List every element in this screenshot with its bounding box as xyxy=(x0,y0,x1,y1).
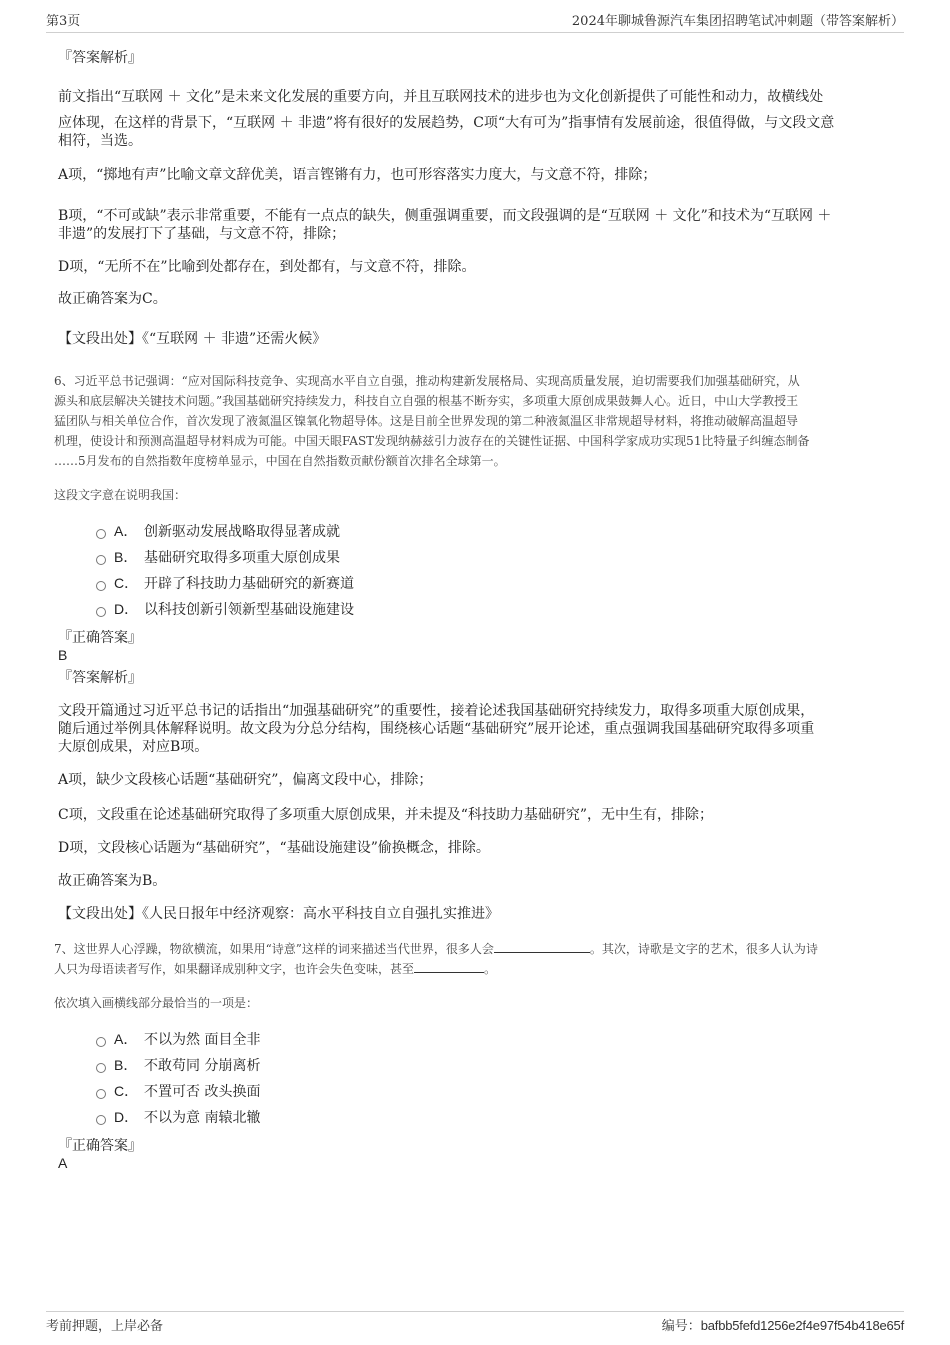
option-text: 创新驱动发展战略取得显著成就 xyxy=(144,524,340,540)
analysis-title: 『答案解析』 xyxy=(58,670,142,686)
answer-title: 『正确答案』 xyxy=(58,630,142,646)
option-text: 不置可否 改头换面 xyxy=(144,1084,261,1100)
option-c[interactable] xyxy=(96,573,354,593)
conclusion: 故正确答案为C。 xyxy=(58,291,167,307)
option-text: 不以为然 面目全非 xyxy=(144,1032,261,1048)
option-b[interactable] xyxy=(96,1055,260,1075)
question-prompt: 这段文字意在说明我国： xyxy=(54,488,187,502)
analysis-line: 文段开篇通过习近平总书记的话指出“加强基础研究”的重要性，接着论述我国基础研究持续发力，取得多项重大原创成果， xyxy=(58,703,815,719)
fill-blank-2[interactable] xyxy=(414,960,484,973)
option-text: 不以为意 南辕北辙 xyxy=(144,1110,261,1126)
stem-text: 。其次，诗歌是文字的艺术，很多人认为诗 xyxy=(589,942,818,956)
question-stem-line: 机理，使设计和预测高温超导材料成为可能。中国天眼FAST发现纳赫兹引力波存在的关键性证据、中国科学家成功实现51比特量子纠缠态制备 xyxy=(54,434,810,448)
option-text: 基础研究取得多项重大原创成果 xyxy=(144,550,340,566)
radio-icon[interactable] xyxy=(96,529,106,539)
analysis-title: 『答案解析』 xyxy=(58,50,142,66)
stem-text: 人只为母语读者写作，如果翻译成别种文字，也许会失色变味，甚至 xyxy=(54,962,415,976)
code-label: 编号： xyxy=(661,1319,701,1334)
option-letter: C． xyxy=(114,575,139,591)
radio-icon[interactable] xyxy=(96,607,106,617)
radio-icon[interactable] xyxy=(96,581,106,591)
question-stem-line xyxy=(54,959,496,979)
option-letter: A． xyxy=(114,523,138,539)
option-a[interactable] xyxy=(96,521,340,541)
page-footer xyxy=(46,1311,904,1339)
option-b[interactable] xyxy=(96,547,340,567)
answer-title: 『正确答案』 xyxy=(58,1138,142,1154)
option-letter: D． xyxy=(114,601,139,617)
option-text: 开辟了科技助力基础研究的新赛道 xyxy=(144,576,354,592)
radio-icon[interactable] xyxy=(96,1115,106,1125)
option-b-explanation: 非遗”的发展打下了基础，与文意不符，排除； xyxy=(58,226,346,242)
option-d[interactable] xyxy=(96,1107,260,1127)
correct-answer: A xyxy=(58,1155,68,1171)
analysis-line: 随后通过举例具体解释说明。故文段为分总分结构，围绕核心话题“基础研究”展开论述，重点强调我国基础研究取得多项重 xyxy=(58,721,815,737)
option-letter: D． xyxy=(114,1109,139,1125)
question-prompt: 依次填入画横线部分最恰当的一项是： xyxy=(54,996,259,1010)
option-d[interactable] xyxy=(96,599,354,619)
option-letter: A． xyxy=(114,1031,138,1047)
option-d-explanation: D项，“无所不在”比喻到处都存在，到处都有，与文意不符，排除。 xyxy=(58,259,476,275)
analysis-line: 应体现，在这样的背景下，“互联网 ＋ 非遗”将有很好的发展趋势，C项“大有可为”指事情有发展前途，很值得做，与文段文意 xyxy=(58,115,835,131)
option-letter: C． xyxy=(114,1083,139,1099)
analysis-line: 大原创成果，对应B项。 xyxy=(58,739,209,755)
option-c-explanation: C项，文段重在论述基础研究取得了多项重大原创成果，并未提及“科技助力基础研究”，无中生有，排除； xyxy=(58,807,714,823)
radio-icon[interactable] xyxy=(96,1063,106,1073)
source-citation: 【文段出处】《“互联网 ＋ 非遗”还需火候》 xyxy=(58,331,327,347)
stem-text: 。 xyxy=(484,962,497,976)
option-a-explanation: A项，缺少文段核心话题“基础研究”，偏离文段中心，排除； xyxy=(58,772,433,788)
option-text: 以科技创新引领新型基础设施建设 xyxy=(144,602,354,618)
option-b-explanation: B项，“不可或缺”表示非常重要，不能有一点点的缺失，侧重强调重要，而文段强调的是“互联网 ＋ 文化”和技术为“互联网 ＋ xyxy=(58,208,832,224)
option-c[interactable] xyxy=(96,1081,260,1101)
radio-icon[interactable] xyxy=(96,555,106,565)
option-a-explanation: A项，“掷地有声”比喻文章文辞优美，语言铿锵有力，也可形容落实力度大，与文意不符，排除； xyxy=(58,167,657,183)
document-code xyxy=(662,1315,904,1339)
radio-icon[interactable] xyxy=(96,1089,106,1099)
correct-answer: B xyxy=(58,647,68,663)
question-stem-line: 6、习近平总书记强调：“应对国际科技竞争、实现高水平自立自强，推动构建新发展格局、实现高质量发展，迫切需要我们加强基础研究，从 xyxy=(54,374,800,388)
question-stem-line: 猛团队与相关单位合作，首次发现了液氮温区镍氧化物超导体。这是目前全世界发现的第二种液氮温区非常规超导材料，将推动破解高温超导 xyxy=(54,414,799,428)
conclusion: 故正确答案为B。 xyxy=(58,873,167,889)
stem-text: 7、这世界人心浮躁，物欲横流，如果用“诗意”这样的词来描述当代世界，很多人会 xyxy=(54,942,494,956)
page-number: 第3页 xyxy=(46,14,81,29)
option-a[interactable] xyxy=(96,1029,260,1049)
document-title: 2024年聊城鲁源汽车集团招聘笔试冲刺题（带答案解析） xyxy=(571,14,904,29)
question-stem-line xyxy=(54,939,818,959)
option-text: 不敢苟同 分崩离析 xyxy=(144,1058,261,1074)
fill-blank-1[interactable] xyxy=(494,940,590,953)
code-value: bafbb5fefd1256e2f4e97f54b418e65f xyxy=(700,1318,904,1333)
option-letter: B． xyxy=(114,1057,138,1073)
question-stem-line: ……5月发布的自然指数年度榜单显示，中国在自然指数贡献份额首次排名全球第一。 xyxy=(54,454,506,468)
page-header xyxy=(46,10,904,33)
option-letter: B． xyxy=(114,549,138,565)
radio-icon[interactable] xyxy=(96,1037,106,1047)
footer-slogan: 考前押题，上岸必备 xyxy=(46,1319,164,1334)
analysis-line: 前文指出“互联网 ＋ 文化”是未来文化发展的重要方向，并且互联网技术的进步也为文化创新提供了可能性和动力，故横线处 xyxy=(58,89,824,105)
analysis-line: 相符，当选。 xyxy=(58,133,142,149)
source-citation: 【文段出处】《人民日报年中经济观察：高水平科技自立自强扎实推进》 xyxy=(58,906,499,922)
question-stem-line: 源头和底层解决关键技术问题。”我国基础研究持续发力，科技自立自强的根基不断夯实，多项重大原创成果鼓舞人心。近日，中山大学教授王 xyxy=(54,394,799,408)
option-d-explanation: D项，文段核心话题为“基础研究”，“基础设施建设”偷换概念，排除。 xyxy=(58,840,490,856)
